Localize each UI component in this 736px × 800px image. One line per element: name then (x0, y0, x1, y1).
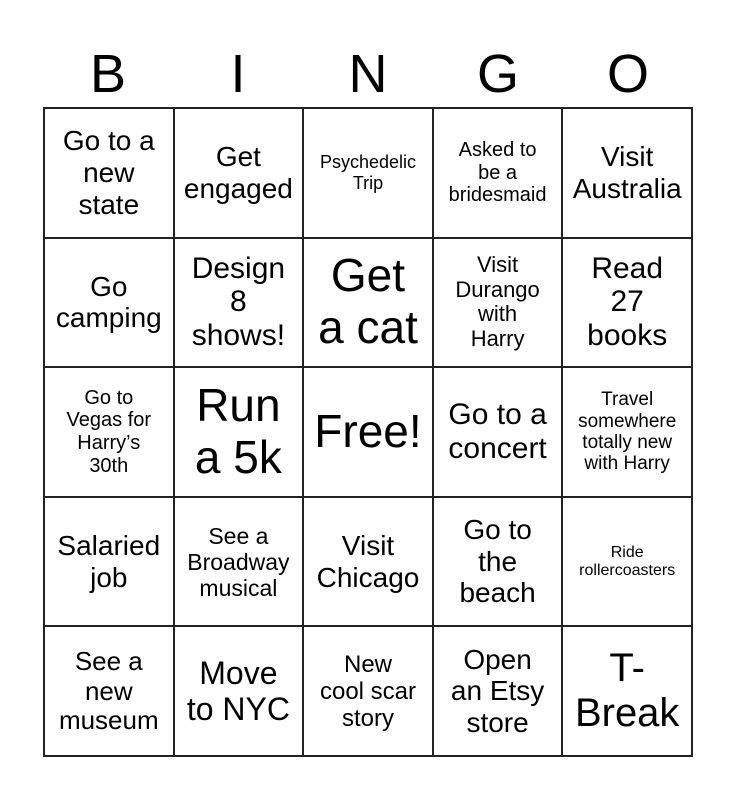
bingo-cell[interactable] (303, 497, 433, 627)
header-letter-b: B (89, 44, 127, 104)
bingo-cell-text: Salaried job (57, 529, 161, 593)
bingo-cell-text: Go to a concert (448, 398, 547, 465)
bingo-cell[interactable] (174, 108, 304, 238)
bingo-cell-text: Get engaged (183, 141, 293, 204)
header-letter-i: I (230, 44, 246, 104)
bingo-cell[interactable] (44, 367, 174, 497)
bingo-cell-text: Visit Australia (572, 141, 682, 204)
bingo-cell-text: Go to a new state (62, 125, 155, 220)
bingo-cell-text: Visit Chicago (316, 529, 420, 593)
bingo-cell-text: Design 8 shows! (191, 251, 286, 353)
bingo-cell[interactable] (433, 626, 563, 756)
bingo-cell[interactable] (174, 626, 304, 756)
header-letter-g: G (476, 44, 519, 104)
bingo-cell-text: New cool scar story (319, 650, 417, 732)
bingo-cell[interactable] (174, 238, 304, 368)
bingo-header (43, 40, 693, 108)
bingo-cell[interactable] (562, 367, 692, 497)
bingo-cell-text: See a Broadway musical (187, 522, 290, 601)
bingo-cell-text: Open an Etsy store (450, 643, 545, 738)
bingo-cell-text: T- Break (574, 646, 680, 736)
bingo-cell[interactable] (44, 497, 174, 627)
bingo-cell[interactable] (303, 238, 433, 368)
bingo-free-space[interactable] (303, 367, 433, 497)
bingo-cell-text: Go camping (55, 270, 162, 334)
bingo-cell-text: Run a 5k (194, 379, 282, 483)
bingo-cell[interactable] (433, 238, 563, 368)
bingo-cell[interactable] (174, 367, 304, 497)
bingo-cell-text: Go to the beach (459, 514, 536, 609)
bingo-cell-text: Read 27 books (587, 251, 668, 353)
bingo-cell[interactable] (44, 626, 174, 756)
bingo-cell[interactable] (174, 497, 304, 627)
bingo-cell-text: See a new museum (58, 646, 159, 735)
bingo-cell[interactable] (562, 626, 692, 756)
bingo-cell[interactable] (44, 108, 174, 238)
header-letter-n: N (348, 44, 388, 104)
bingo-cell-text: Go to Vegas for Harry’s 30th (66, 386, 152, 477)
bingo-cell[interactable] (303, 626, 433, 756)
bingo-cell-text: Visit Durango with Harry (455, 251, 540, 352)
bingo-cell-text: Asked to be a bridesmaid (448, 138, 547, 207)
bingo-cell[interactable] (562, 238, 692, 368)
bingo-cell-text: Travel somewhere totally new with Harry (578, 389, 677, 475)
bingo-cell[interactable] (433, 108, 563, 238)
bingo-card-grid (43, 107, 693, 757)
bingo-cell-text: Move to NYC (186, 655, 290, 728)
bingo-cell-text: Get a cat (318, 249, 418, 354)
bingo-cell-text: Free! (314, 405, 422, 457)
bingo-cell[interactable] (44, 238, 174, 368)
header-letter-o: O (606, 44, 649, 104)
bingo-cell[interactable] (433, 367, 563, 497)
bingo-cell[interactable] (562, 108, 692, 238)
bingo-cell[interactable] (562, 497, 692, 627)
bingo-cell-text: Psychedelic Trip (319, 152, 417, 193)
bingo-cell-text: Ride rollercoasters (579, 543, 676, 579)
bingo-cell[interactable] (303, 108, 433, 238)
bingo-cell[interactable] (433, 497, 563, 627)
